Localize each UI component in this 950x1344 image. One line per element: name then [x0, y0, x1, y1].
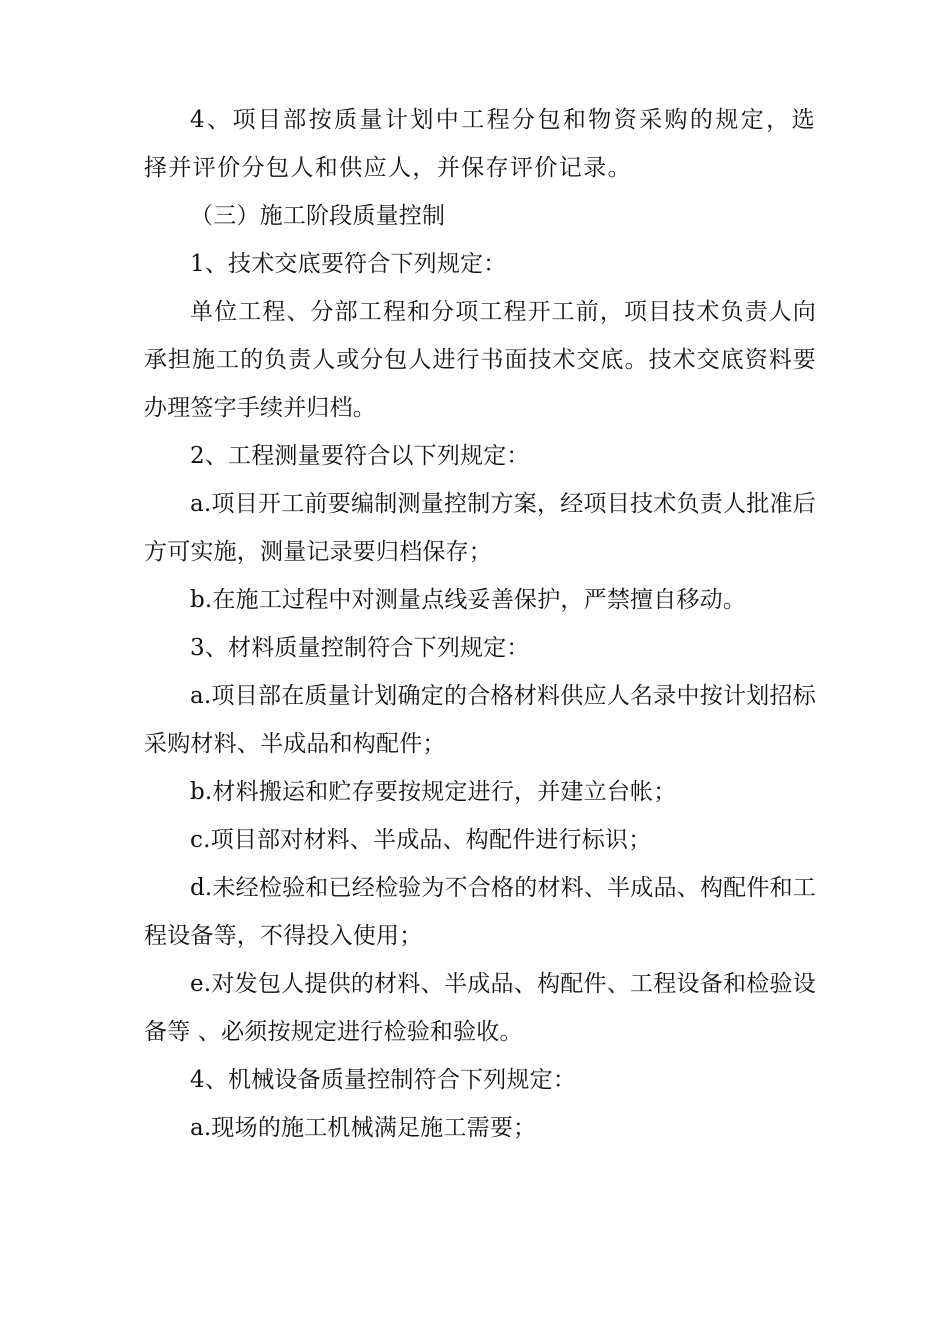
paragraph-equipment-title: 4、机械设备质量控制符合下列规定：	[190, 1067, 577, 1093]
paragraph-technical-briefing-body: 单位工程、分部工程和分项工程开工前，项目技术负责人向承担施工的负责人或分包人进行书面技术交底。技术交底资料要办理签字手续并归档。	[144, 299, 816, 421]
paragraph-equipment-a: a.现场的施工机械满足施工需要；	[190, 1115, 537, 1141]
paragraph-survey-title: 2、工程测量要符合以下列规定：	[190, 443, 530, 469]
paragraph-subcontract-evaluation: 4、项目部按质量计划中工程分包和物资采购的规定，选择并评价分包人和供应人，并保存评价记录。	[144, 107, 816, 181]
paragraph-material-title: 3、材料质量控制符合下列规定：	[190, 635, 530, 661]
section-heading-construction-quality-control: （三）施工阶段质量控制	[190, 203, 446, 229]
paragraph-survey-b: b.在施工过程中对测量点线妥善保护，严禁擅自移动。	[190, 587, 747, 613]
paragraph-material-a: a.项目部在质量计划确定的合格材料供应人名录中按计划招标采购材料、半成品和构配件；	[144, 683, 816, 757]
paragraph-technical-briefing-title: 1、技术交底要符合下列规定：	[190, 251, 507, 277]
paragraph-survey-a: a.项目开工前要编制测量控制方案，经项目技术负责人批准后方可实施，测量记录要归档保存；	[144, 491, 816, 565]
paragraph-material-b: b.材料搬运和贮存要按规定进行，并建立台帐；	[190, 779, 677, 805]
document-body	[144, 96, 816, 1152]
paragraph-material-c: c.项目部对材料、半成品、构配件进行标识；	[190, 827, 652, 853]
paragraph-material-e: e.对发包人提供的材料、半成品、构配件、工程设备和检验设备等 、必须按规定进行检验和验收。	[144, 971, 816, 1045]
paragraph-material-d: d.未经检验和已经检验为不合格的材料、半成品、构配件和工程设备等，不得投入使用；	[144, 875, 816, 949]
